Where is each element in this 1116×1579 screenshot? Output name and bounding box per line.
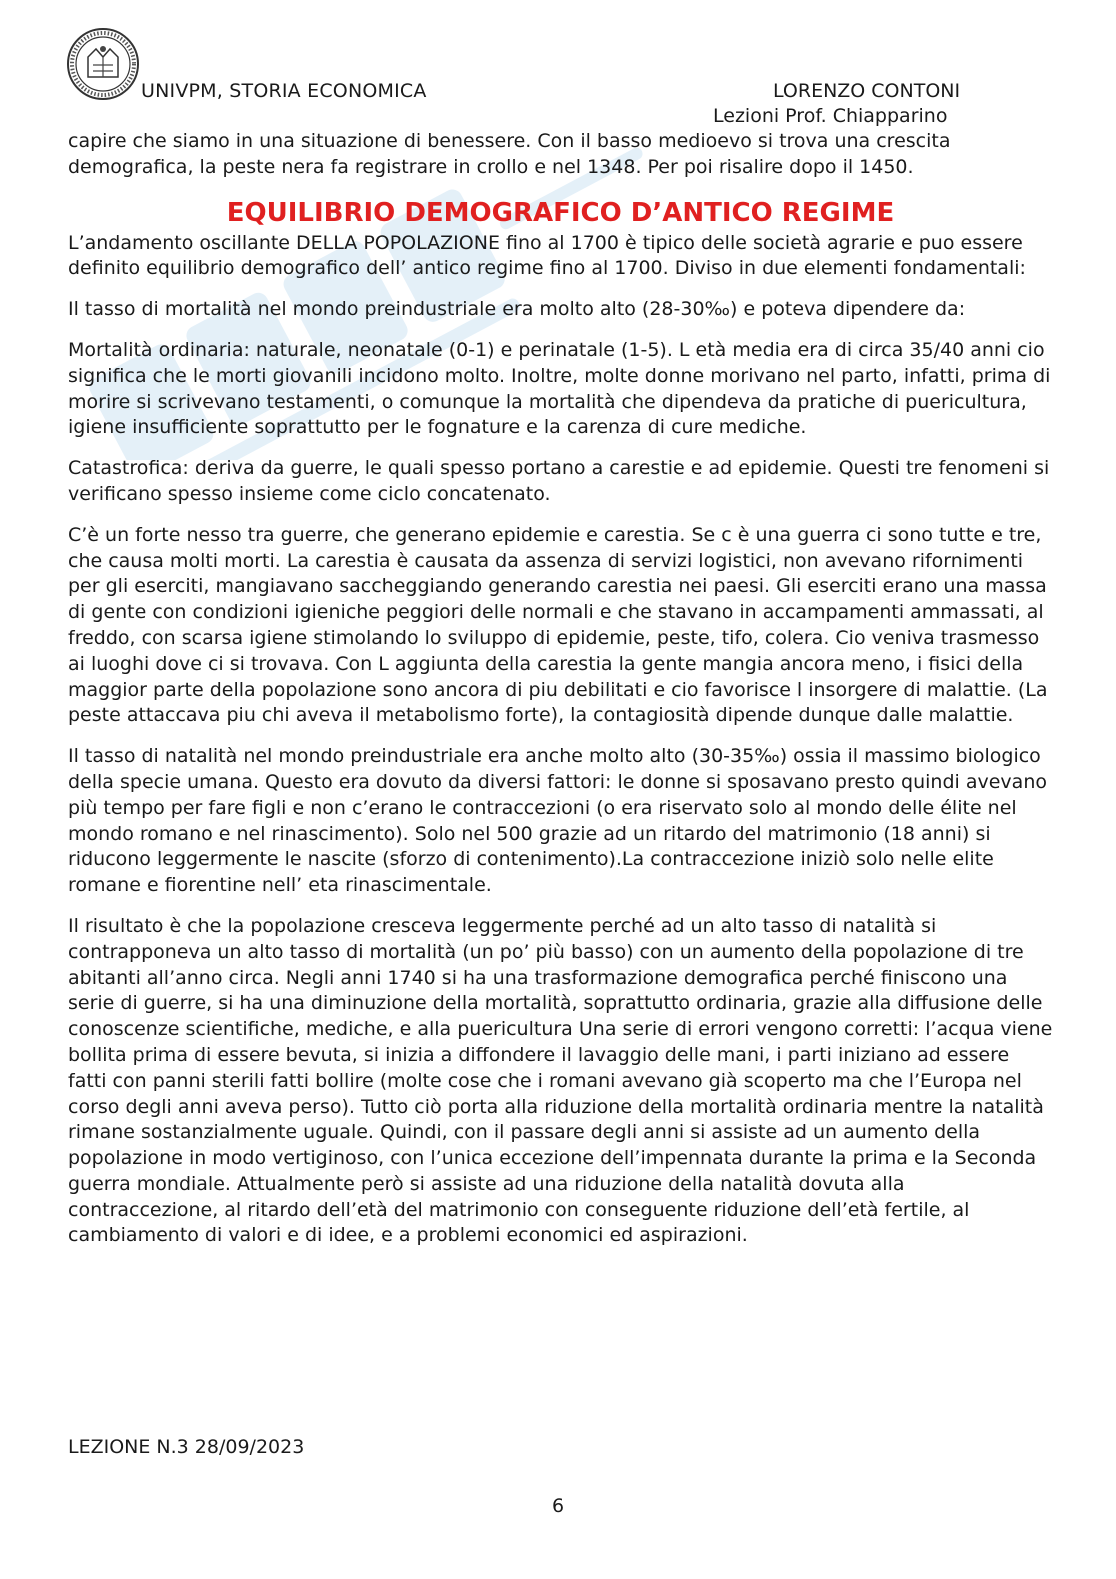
lesson-label: LEZIONE N.3 28/09/2023 bbox=[68, 1436, 305, 1458]
section-title: EQUILIBRIO DEMOGRAFICO D’ANTICO REGIME bbox=[226, 197, 895, 228]
paragraph: Il risultato è che la popolazione cresceva leggermente perché ad un alto tasso di natalità si contrapponeva un alto tasso di mortalità (un po’ più basso) con un aumento della popolazione di tre abitanti all’anno circa. Negli anni 1740 si ha una trasformazione demografica perché finiscono una serie di guerre, si ha una diminuzione della mortalità, soprattutto ordinaria, grazie alla diffusione delle conoscenze scientifiche, mediche, e alla puericultura Una serie di errori vengono corretti: l’acqua viene bollita prima di essere bevuta, si inizia a diffondere il lavaggio delle mani, i parti iniziano ad essere fatti con panni sterili fatti bollire (molte cose che i romani avevano già scoperto ma che l’Europa nel corso degli anni aveva perso). Tutto ciò porta alla riduzione della mortalità ordinaria mentre la natalità rimane sostanzialmente uguale. Quindi, con il passare degli anni si assiste ad un aumento della popolazione in modo vertiginoso, con l’unica eccezione dell’impennata durante la prima e la Seconda guerra mondiale. Attualmente però si assiste ad una riduzione della natalità dovuta alla contraccezione, al ritardo dell’età del matrimonio con conseguente riduzione dell’età fertile, al cambiamento di valori e di idee, e a problemi economici ed aspirazioni. bbox=[68, 914, 1053, 1247]
paragraph: Il tasso di natalità nel mondo preindustriale era anche molto alto (30-35‰) ossia il massimo biologico della specie umana. Questo era dovuto da diversi fattori: le donne si sposavano presto quindi avevano più tempo per fare figli e non c’erano le contraccezioni (o era riservato solo al mondo delle élite nel mondo romano e nel rinascimento). Solo nel 500 grazie ad un ritardo del matrimonio (18 anni) si riducono leggermente le nascite (sforzo di contenimento).La contraccezione iniziò solo nelle elite romane e fiorentine nell’ eta rinascimentale. bbox=[68, 745, 1047, 897]
university-seal-icon bbox=[66, 27, 140, 101]
author-name: LORENZO CONTONI bbox=[773, 80, 961, 102]
paragraph: C’è un forte nesso tra guerre, che generano epidemie e carestia. Se c è una guerra ci sono tutte e tre, che causa molti morti. La carestia è causata da assenza di servizi logistici, non avevano rifornimenti per gli eserciti, mangiavano saccheggiando generando carestia nei paesi. Gli eserciti erano una massa di gente con condizioni igieniche peggiori delle normali e che stavano in accampamenti ammassati, al freddo, con scarsa igiene stimolando lo sviluppo di epidemie, peste, tifo, colera. Cio veniva trasmesso ai luoghi dove ci si trovava. Con L aggiunta della carestia la gente mangia ancora meno, i fisici della maggior parte della popolazione sono ancora di piu debilitati e cio favorisce l insorgere di malattie. (La peste attaccava piu chi aveva il metabolismo forte), la contagiosità dipende dunque dalle malattie. bbox=[68, 523, 1048, 727]
paragraph: Il tasso di mortalità nel mondo preindustriale era molto alto (28-30‰) e poteva dipendere da: bbox=[68, 298, 966, 321]
paragraph: Mortalità ordinaria: naturale, neonatale (0-1) e perinatale (1-5). L età media era di circa 35/40 anni cio significa che le morti giovanili incidono molto. Inoltre, molte donne morivano nel parto, infatti, prima di morire si scrivevano testamenti, o comunque la mortalità che dipendeva da pratiche di puericultura, igiene insufficiente soprattutto per le fognature e la carenza di cure mediche. bbox=[68, 338, 1051, 439]
page-number: 6 bbox=[551, 1495, 565, 1517]
body-text bbox=[68, 129, 1053, 1264]
course-header: UNIVPM, STORIA ECONOMICA bbox=[141, 80, 427, 102]
lecture-subtitle: Lezioni Prof. Chiapparino bbox=[713, 105, 948, 127]
paragraph: L’andamento oscillante DELLA POPOLAZIONE fino al 1700 è tipico delle società agrarie e puo essere definito equilibrio demografico dell’ antico regime fino al 1700. Diviso in due elementi fondamentali: bbox=[68, 231, 1026, 280]
intro-paragraph: capire che siamo in una situazione di benessere. Con il basso medioevo si trova una crescita demografica, la peste nera fa registrare in crollo e nel 1348. Per poi risalire dopo il 1450. bbox=[68, 130, 951, 178]
paragraph: Catastrofica: deriva da guerre, le quali spesso portano a carestie e ad epidemie. Questi tre fenomeni si verificano spesso insieme come ciclo concatenato. bbox=[68, 457, 1050, 505]
